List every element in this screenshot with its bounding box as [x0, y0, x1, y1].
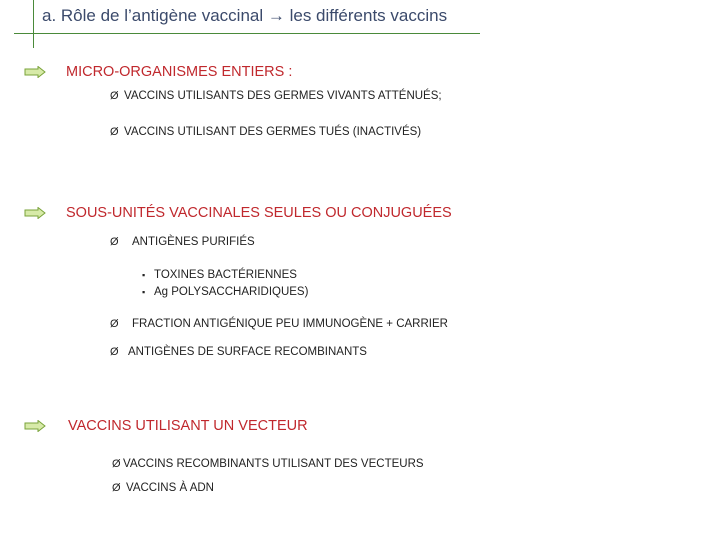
section-heading-micro-organismes: MICRO-ORGANISMES ENTIERS : — [66, 64, 293, 80]
arrow-right-icon — [24, 66, 46, 78]
list-item-label: FRACTION ANTIGÉNIQUE PEU IMMUNOGÈNE + CARRIER — [132, 318, 448, 330]
page-title: a. Rôle de l’antigène vaccinal → les différents vaccins — [42, 6, 448, 25]
square-bullet-icon: ▪ — [142, 287, 146, 297]
arrowhead-bullet-icon: Ø — [112, 482, 121, 494]
sub-list-item — [142, 269, 297, 281]
arrowhead-bullet-icon: Ø — [112, 458, 121, 470]
arrow-right-icon — [24, 207, 46, 219]
list-item — [110, 318, 448, 330]
square-bullet-icon: ▪ — [142, 270, 146, 280]
list-item — [110, 90, 442, 102]
title-vertical-line — [33, 0, 34, 48]
list-item — [112, 458, 424, 470]
sub-list-item — [142, 286, 308, 298]
list-item-label: ANTIGÈNES DE SURFACE RECOMBINANTS — [128, 346, 367, 358]
list-item-label: ANTIGÈNES PURIFIÉS — [132, 236, 255, 248]
arrowhead-bullet-icon: Ø — [110, 90, 119, 102]
sub-list-item-label: Ag POLYSACCHARIDIQUES) — [154, 286, 309, 298]
section-heading-sous-unites: SOUS-UNITÉS VACCINALES SEULES OU CONJUGUÉES — [66, 205, 452, 221]
arrowhead-bullet-icon: Ø — [110, 346, 119, 358]
arrowhead-bullet-icon: Ø — [110, 318, 119, 330]
arrowhead-bullet-icon: Ø — [110, 236, 119, 248]
arrowhead-bullet-icon: Ø — [110, 126, 119, 138]
arrow-right-icon — [24, 420, 46, 432]
list-item-label: VACCINS RECOMBINANTS UTILISANT DES VECTEURS — [123, 458, 424, 470]
list-item-label: VACCINS UTILISANT DES GERMES TUÉS (INACTIVÉS) — [124, 126, 422, 138]
list-item — [110, 126, 421, 138]
list-item — [110, 236, 255, 248]
list-item-label: VACCINS À ADN — [126, 482, 214, 494]
list-item — [110, 346, 367, 358]
section-heading-vecteur: VACCINS UTILISANT UN VECTEUR — [68, 418, 308, 434]
title-underline — [14, 33, 480, 34]
sub-list-item-label: TOXINES BACTÉRIENNES — [154, 269, 297, 281]
list-item — [112, 482, 214, 494]
list-item-label: VACCINS UTILISANTS DES GERMES VIVANTS ATTÉNUÉS; — [124, 90, 442, 102]
